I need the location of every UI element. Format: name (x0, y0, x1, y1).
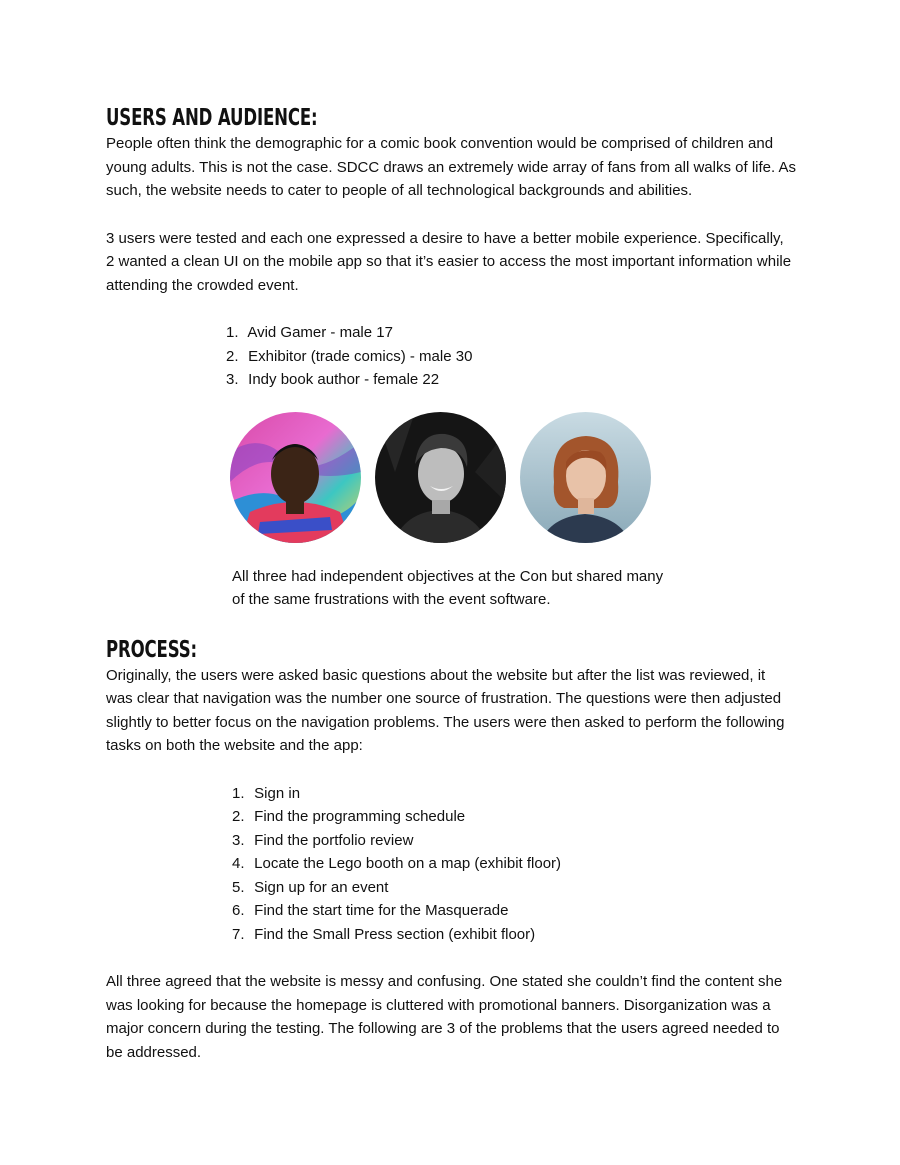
list-item: 6. Find the start time for the Masquerade (232, 902, 509, 919)
process-closing-paragraph: All three agreed that the website is messy and confusing. One stated she couldn’t find the content she was looking for because the homepage is cluttered with promotional banners. Disorganization was a major concern during the testing. The following are 3 of the problems that the users agreed needed to be addressed. (106, 973, 783, 1061)
document-content (106, 104, 796, 1064)
user-list (226, 321, 796, 392)
avatar-gamer (230, 412, 361, 543)
list-item: 1. Avid Gamer - male 17 (226, 324, 393, 341)
users-paragraph-2: 3 users were tested and each one expressed a desire to have a better mobile experience. Specifically, 2 wanted a clean UI on the mobile app so that it’s easier to access the most important information while attending the crowded event. (106, 229, 792, 294)
list-item: 5. Sign up for an event (232, 878, 389, 896)
list-item: 1. Sign in (232, 784, 301, 802)
list-item: 2. Exhibitor (trade comics) - male 30 (226, 347, 473, 365)
task-list (232, 782, 796, 947)
list-item: 2. Find the programming schedule (232, 808, 466, 825)
list-item: 3. Indy book author - female 22 (226, 371, 440, 388)
list-item: 3. Find the portfolio review (232, 831, 414, 849)
user-avatars (230, 412, 796, 543)
list-item: 7. Find the Small Press section (exhibit floor) (232, 925, 536, 943)
users-paragraph-1: People often think the demographic for a comic book convention would be comprised of children and young adults. This is not the case. SDCC draws an extremely wide array of fans from all walks of life. As such, the website needs to cater to people of all technological backgrounds and abilities. (106, 135, 797, 199)
process-paragraph-1: Originally, the users were asked basic questions about the website but after the list was reviewed, it was clear that navigation was the number one source of frustration. The questions were then adjusted slightly to better focus on the navigation problems. The users were then asked to perform the following tasks on both the website and the app: (106, 666, 785, 754)
process-heading: PROCESS: (106, 636, 198, 663)
avatar-author (520, 412, 651, 543)
list-item: 4. Locate the Lego booth on a map (exhibit floor) (232, 855, 562, 872)
avatars-caption: All three had independent objectives at the Con but shared many of the same frustrations with the event software. (232, 567, 664, 608)
avatar-exhibitor (375, 412, 506, 543)
users-audience-heading: USERS AND AUDIENCE: (106, 105, 318, 131)
